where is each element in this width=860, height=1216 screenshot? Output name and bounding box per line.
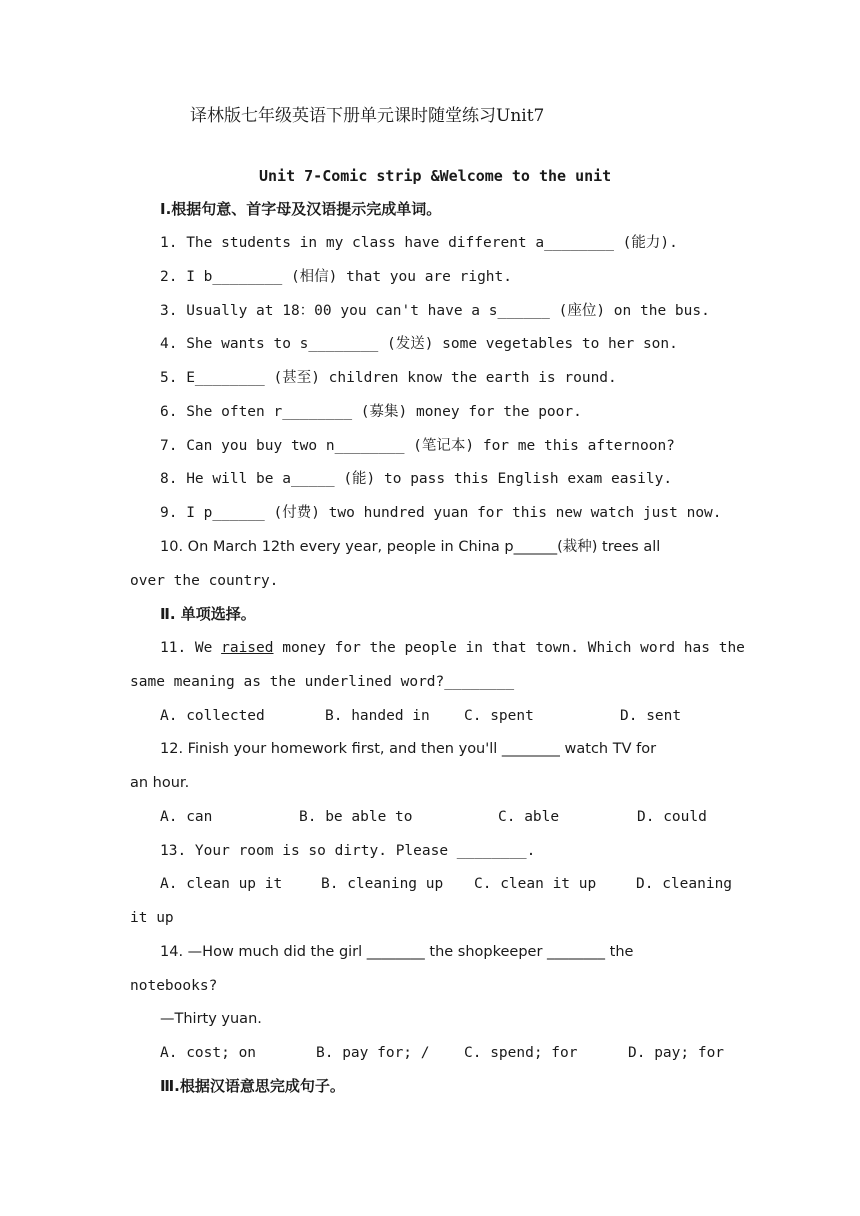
question-3: 3. Usually at 18：00 you can't have a s______ (座位) on the bus.	[160, 303, 710, 319]
q13-option-c: C. clean it up	[474, 876, 597, 892]
document-title: 译林版七年级英语下册单元课时随堂练习Unit7	[190, 106, 545, 126]
q14-option-c: C. spend; for	[464, 1045, 578, 1061]
question-4: 4. She wants to s________ (发送) some vegetables to her son.	[160, 336, 678, 352]
section-1-heading: Ⅰ.根据句意、首字母及汉语提示完成单词。	[160, 200, 442, 218]
question-7: 7. Can you buy two n________ (笔记本) for me this afternoon?	[160, 438, 675, 454]
question-5: 5. E________ (甚至) children know the earth is round.	[160, 370, 617, 386]
question-11-line-2: same meaning as the underlined word?________	[130, 674, 515, 690]
section-3-heading: Ⅲ.根据汉语意思完成句子。	[160, 1077, 345, 1095]
q13-option-b: B. cleaning up	[321, 876, 444, 892]
q13-option-d: D. cleaning	[636, 876, 733, 892]
question-2: 2. I b________ (相信) that you are right.	[160, 269, 513, 285]
q11-option-a: A. collected	[160, 708, 265, 724]
question-13: 13. Your room is so dirty. Please ________.	[160, 843, 536, 859]
question-9: 9. I p______ (付费) two hundred yuan for this new watch just now.	[160, 505, 722, 521]
q11-option-d: D. sent	[620, 708, 682, 724]
question-14-line-1: 14. —How much did the girl ________ the shopkeeper ________ the	[160, 944, 634, 960]
question-11-prefix: 11. We	[160, 640, 222, 656]
question-14-line-2: notebooks?	[130, 978, 218, 994]
question-11-rest: money for the people in that town. Which word has the	[273, 640, 745, 656]
underlined-word: raised	[221, 640, 274, 656]
question-12-line-1: 12. Finish your homework first, and then you'll ________ watch TV for	[160, 741, 657, 757]
q12-option-b: B. be able to	[299, 809, 413, 825]
q12-option-c: C. able	[498, 809, 560, 825]
question-8: 8. He will be a_____ (能) to pass this English exam easily.	[160, 471, 673, 487]
question-11-line-1	[160, 638, 745, 658]
question-1: 1. The students in my class have different a________ (能力).	[160, 235, 678, 251]
unit-title: Unit 7-Comic strip &Welcome to the unit	[259, 167, 612, 185]
question-6: 6. She often r________ (募集) money for the poor.	[160, 404, 582, 420]
q14-option-a: A. cost; on	[160, 1045, 257, 1061]
q12-option-d: D. could	[637, 809, 707, 825]
question-10-line-2: over the country.	[130, 573, 279, 589]
q13-option-a: A. clean up it	[160, 876, 283, 892]
q11-option-b: B. handed in	[325, 708, 430, 724]
section-2-heading: Ⅱ. 单项选择。	[160, 605, 256, 623]
q13-option-d-wrap: it up	[130, 910, 174, 926]
q11-option-c: C. spent	[464, 708, 534, 724]
question-14-answer: —Thirty yuan.	[160, 1011, 262, 1027]
q14-option-b: B. pay for; /	[316, 1045, 430, 1061]
q12-option-a: A. can	[160, 809, 213, 825]
question-10-line-1: 10. On March 12th every year, people in China p______(栽种) trees all	[160, 539, 661, 555]
q14-option-d: D. pay; for	[628, 1045, 725, 1061]
question-12-line-2: an hour.	[130, 775, 190, 791]
